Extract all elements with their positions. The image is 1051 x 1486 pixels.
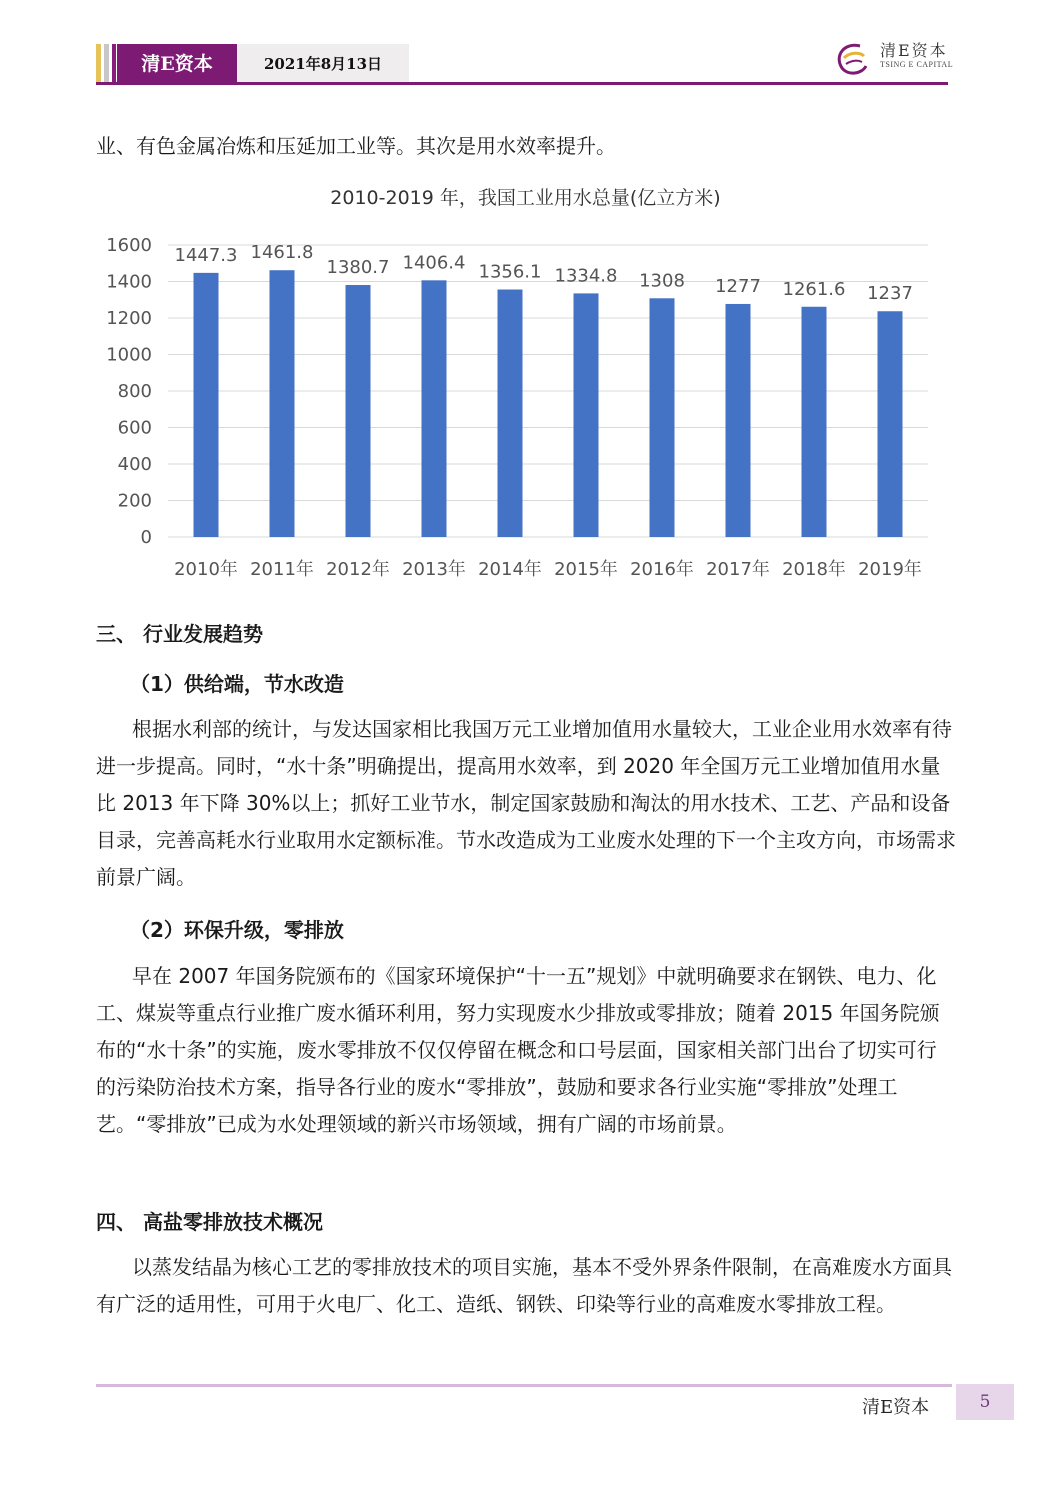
- paragraph-zero-discharge-text: 早在 2007 年国务院颁布的《国家环境保护“十一五”规划》中就明确要求在钢铁、电力、化工、煤炭等重点行业推广废水循环利用，努力实现废水少排放或零排放；随着 2015 年国务院颁布的“水十条”的实施，废水零排放不仅仅停留在概念和口号层面，国家相关部门出台了切实可行的污染防治技术方案，指导各行业的废水“零排放”，鼓励和要求各行业实施“零排放”处理工艺。“零排放”已成为水处理领域的新兴市场领域，拥有广阔的市场前景。: [96, 964, 940, 1136]
- paragraph-technology-overview: [96, 1249, 956, 1323]
- data-label: 1277: [715, 275, 761, 297]
- data-label: 1380.7: [326, 257, 390, 279]
- y-tick-label: 200: [117, 490, 152, 512]
- page-number: 5: [956, 1384, 1014, 1420]
- bar: [726, 304, 751, 537]
- bar: [498, 290, 523, 537]
- y-tick-label: 1400: [106, 271, 152, 293]
- data-label: 1461.8: [250, 242, 314, 264]
- bar: [878, 311, 903, 537]
- subheading-supply-side: （1）供给端，节水改造: [130, 672, 344, 696]
- bar: [346, 285, 371, 537]
- y-tick-label: 0: [140, 527, 152, 548]
- y-tick-label: 400: [117, 454, 152, 475]
- section-heading-3: 三、 行业发展趋势: [96, 622, 263, 646]
- x-tick-label: 2017年: [706, 559, 770, 580]
- chart-title: 2010-2019 年，我国工业用水总量(亿立方米): [330, 187, 721, 209]
- bar: [650, 298, 675, 537]
- y-tick-label: 1600: [106, 235, 152, 256]
- x-tick-label: 2014年: [478, 559, 542, 580]
- data-label: 1308: [639, 270, 685, 292]
- intro-line: 业、有色金属冶炼和压延加工业等。其次是用水效率提升。: [96, 134, 616, 158]
- data-label: 1261.6: [782, 278, 846, 300]
- x-tick-label: 2011年: [250, 559, 314, 580]
- x-tick-label: 2019年: [858, 559, 922, 580]
- bar: [802, 307, 827, 537]
- header-rule: [96, 82, 948, 85]
- x-tick-label: 2015年: [554, 559, 618, 580]
- header-accent-gold: [96, 44, 101, 84]
- x-tick-label: 2010年: [174, 559, 238, 580]
- x-tick-label: 2012年: [326, 559, 390, 580]
- paragraph-zero-discharge: [96, 958, 956, 1143]
- data-label: 1334.8: [554, 265, 618, 287]
- paragraph-technology-overview-text: 以蒸发结晶为核心工艺的零排放技术的项目实施，基本不受外界条件限制，在高难废水方面具有广泛的适用性，可用于火电厂、化工、造纸、钢铁、印染等行业的高难废水零排放工程。: [96, 1255, 952, 1316]
- paragraph-water-saving: [96, 711, 956, 896]
- header-brand: 清E资本: [117, 44, 237, 84]
- paragraph-water-saving-text: 根据水利部的统计，与发达国家相比我国万元工业增加值用水量较大，工业企业用水效率有待进一步提高。同时，“水十条”明确提出，提高用水效率，到 2020 年全国万元工业增加值用水量比 2013 年下降 30%以上；抓好工业节水，制定国家鼓励和淘汰的用水技术、工艺、产品和设备目录，完善高耗水行业取用水定额标准。节水改造成为工业废水处理的下一个主攻方向，市场需求前景广阔。: [96, 717, 956, 889]
- header-date: 2021年8月13日: [237, 44, 409, 84]
- data-label: 1406.4: [402, 252, 466, 274]
- bar: [574, 293, 599, 537]
- header-accent-purple: [112, 44, 116, 84]
- y-tick-label: 800: [117, 381, 152, 402]
- header-accent-gray: [104, 44, 109, 84]
- bar: [422, 280, 447, 537]
- section-heading-4: 四、 高盐零排放技术概况: [96, 1210, 323, 1234]
- y-tick-label: 1200: [106, 308, 152, 329]
- logo-chinese-name: 清E资本: [880, 41, 948, 60]
- y-tick-label: 1000: [106, 344, 152, 366]
- data-label: 1447.3: [174, 244, 238, 266]
- x-tick-label: 2013年: [402, 559, 466, 580]
- x-tick-label: 2016年: [630, 559, 694, 580]
- bar: [194, 273, 219, 537]
- footer-brand: 清E资本: [862, 1397, 930, 1418]
- y-tick-label: 600: [117, 417, 152, 439]
- data-label: 1356.1: [478, 261, 542, 283]
- bar: [270, 270, 295, 537]
- footer-rule: [96, 1384, 952, 1387]
- data-label: 1237: [867, 283, 913, 305]
- logo-english-name: TSING E CAPITAL: [880, 60, 954, 69]
- bar-chart: [96, 225, 936, 585]
- subheading-zero-discharge: （2）环保升级，零排放: [130, 918, 344, 942]
- x-tick-label: 2018年: [782, 559, 846, 580]
